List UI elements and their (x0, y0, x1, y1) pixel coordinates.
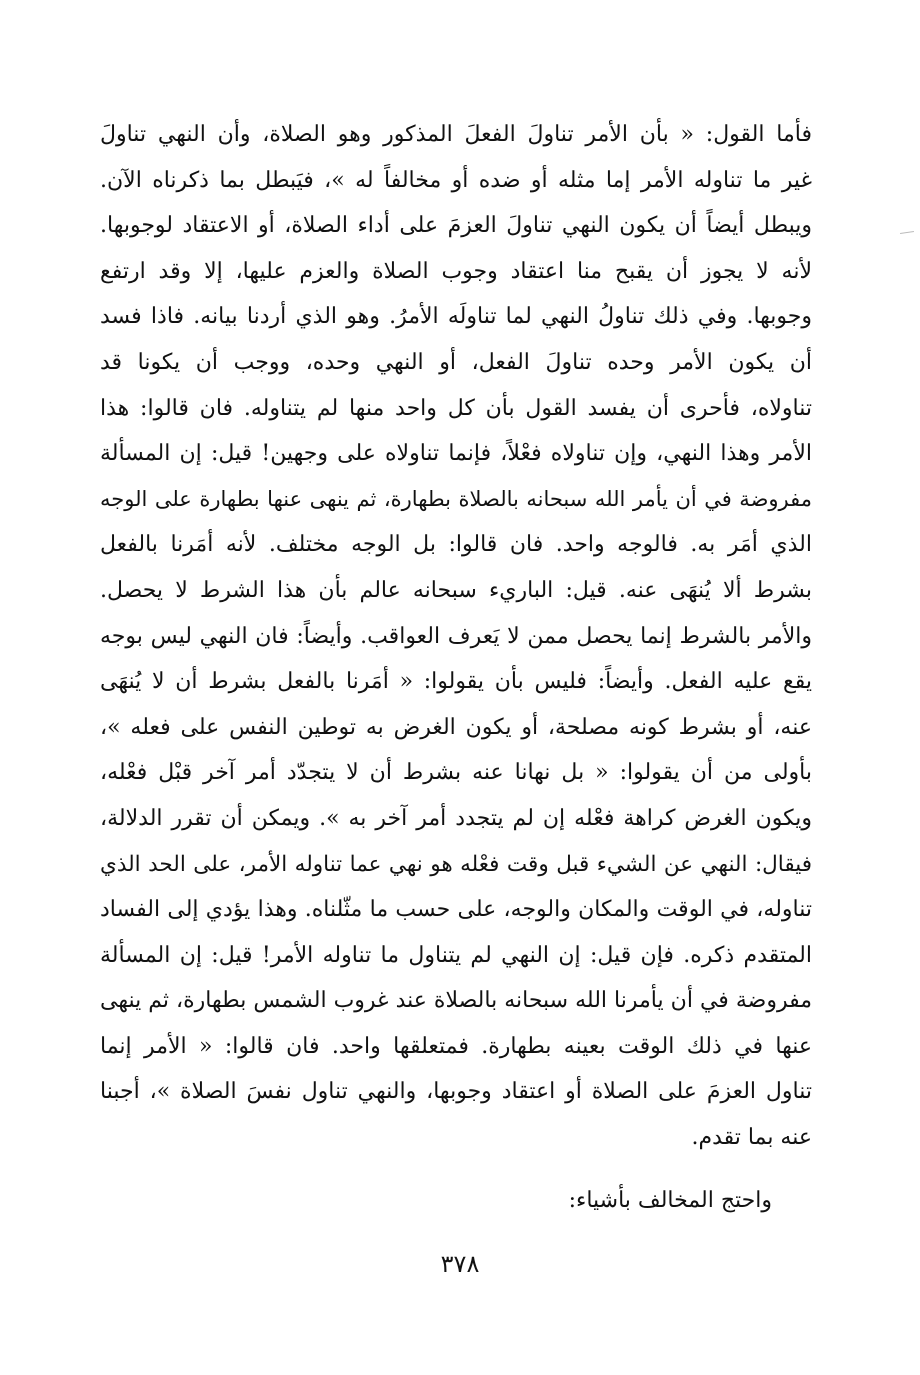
text-line: وجوبها. وفي ذلك تناولُ النهي لما تناولَه الأمرُ. وهو الذي أردنا بيانه. فاذا فسد (100, 304, 812, 330)
text-line: تناولاه، فأحرى أن يفسد القول بأن كل واحد منها لم يتناوله. فان قالوا: هذا (100, 395, 812, 421)
text-line: يقع عليه الفعل. وأيضاً: فليس بأن يقولوا: « أمَرنا بالفعل بشرط أن لا يُنهَى (100, 669, 812, 695)
text-line: مفروضة في أن يأمر الله سبحانه بالصلاة بطهارة، ثم ينهى عنها بطهارة على الوجه (100, 486, 812, 511)
text-line: بأولى من أن يقولوا: « بل نهانا عنه بشرط أن لا يتجدّد أمر آخر قبْل فعْله، (100, 760, 812, 786)
text-line: الأمر وهذا النهي، وإن تناولاه فعْلاً، فإنما تناولاه على وجهين! قيل: إن المسألة (100, 441, 812, 467)
text-line: فأما القول: « بأن الأمر تناولَ الفعلَ المذكور وهو الصلاة، وأن النهي تناولَ (100, 122, 812, 147)
text-line: تناوله، في الوقت والمكان والوجه، على حسب ما مثّلناه. وهذا يؤدي إلى الفساد (100, 897, 812, 923)
text-line: المتقدم ذكره. فإن قيل: إن النهي لم يتناول ما تناوله الأمر! قيل: إن المسألة (100, 942, 812, 968)
page-number: ٣٧٨ (440, 1250, 480, 1278)
scan-artifact (900, 231, 914, 234)
text-line: مفروضة في أن يأمرنا الله سبحانه بالصلاة عند غروب الشمس بطهارة، ثم ينهى (100, 988, 812, 1014)
main-paragraph (100, 112, 812, 1161)
text-line: تناول العزمَ على الصلاة أو اعتقاد وجوبها، والنهي تناول نفسَ الصلاة »، أجبنا (100, 1079, 812, 1105)
text-line: ويبطل أيضاً أن يكون النهي تناولَ العزمَ على أداء الصلاة، أو الاعتقاد لوجوبها. (100, 213, 812, 239)
text-line: والأمر بالشرط إنما يحصل ممن لا يَعرف العواقب. وأيضاً: فان النهي ليس بوجه (100, 623, 812, 649)
text-line: بشرط ألا يُنهَى عنه. قيل: الباريء سبحانه عالم بأن هذا الشرط لا يحصل. (100, 577, 812, 603)
text-line: لأنه لا يجوز أن يقبح منا اعتقاد وجوب الصلاة والعزم عليها، إلا وقد ارتفع (100, 258, 812, 284)
text-line-last: عنه بما تقدم. (691, 1125, 812, 1151)
text-line: عنه، أو بشرط كونه مصلحة، أو يكون الغرض به توطين النفس على فعله »، (100, 714, 812, 740)
text-line: الذي أمَر به. فالوجه واحد. فان قالوا: بل الوجه مختلف. لأنه أمَرنا بالفعل (100, 532, 812, 558)
text-line: غير ما تناوله الأمر إما مثله أو ضده أو مخالفاً له »، فيَبطل بما ذكرناه الآن. (100, 167, 812, 193)
closing-line: واحتج المخالف بأشياء: (568, 1188, 772, 1213)
text-line: أن يكون الأمر وحده تناولَ الفعل، أو النهي وحده، ووجب أن يكونا قد (100, 349, 812, 375)
text-line: عنها في ذلك الوقت بعينه بطهارة. فمتعلقها واحد. فان قالوا: « الأمر إنما (100, 1033, 812, 1059)
text-line: فيقال: النهي عن الشيء قبل وقت فعْله هو نهي عما تناوله الأمر، على الحد الذي (100, 851, 812, 877)
text-line: ويكون الغرض كراهة فعْله إن لم يتجدد أمر آخر به ». ويمكن أن تقرر الدلالة، (100, 805, 812, 831)
